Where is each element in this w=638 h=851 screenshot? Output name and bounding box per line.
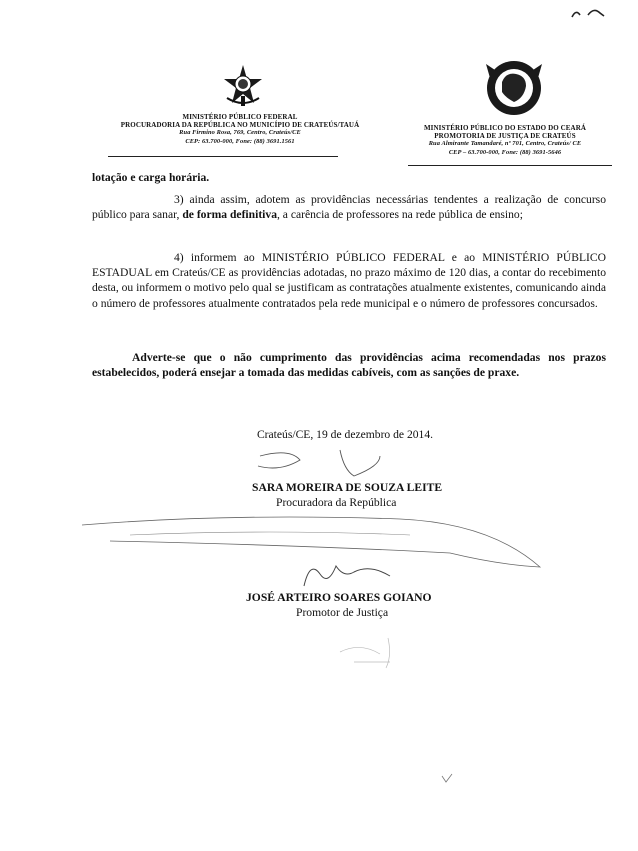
signature-2-name: JOSÉ ARTEIRO SOARES GOIANO bbox=[246, 591, 432, 604]
item-4-paragraph: 4) informem ao MINISTÉRIO PÚBLICO FEDERAL e ao MINISTÉRIO PÚBLICO ESTADUAL em Crateús/CE as providências adotadas, no prazo máximo de 120 dias, a contar do recebimento desta, ou informem o motivo pelo qual se justificam as contratações atualmente existentes, comunicando ainda o número de professores atualmente contratados pela rede municipal e o número de professores concursados. bbox=[92, 251, 606, 310]
header-right-line4: CEP – 63.700-000, Fone: (88) 3691-5646 bbox=[448, 148, 562, 156]
warning-paragraph: Adverte-se que o não cumprimento das providências acima recomendadas nos prazos estabelecidos, poderá ensejar a tomada das medidas cabíveis, com as sanções de praxe. bbox=[92, 351, 606, 380]
header-left bbox=[80, 113, 400, 146]
intro-line: lotação e carga horária. bbox=[92, 171, 210, 184]
header-left-line3: Rua Firmino Rosa, 769, Centro, Crateús/CE bbox=[179, 129, 301, 137]
small-check-mark bbox=[440, 772, 454, 784]
signature-2-role: Promotor de Justiça bbox=[296, 606, 389, 619]
header-right-line2: PROMOTORIA DE JUSTIÇA DE CRATEÚS bbox=[434, 132, 576, 141]
item-3-paragraph bbox=[92, 192, 606, 222]
corner-pen-mark bbox=[570, 5, 610, 21]
header-left-line2: PROCURADORIA DA REPÚBLICA NO MUNICÍPIO DE CRATEÚS/TAUÁ bbox=[120, 121, 360, 130]
date-line: Crateús/CE, 19 de dezembro de 2014. bbox=[256, 428, 434, 441]
header-right-line3: Rua Almirante Tamandaré, nº 701, Centro, Crateús/ CE bbox=[428, 140, 582, 148]
header-right-line1: MINISTÉRIO PÚBLICO DO ESTADO DO CEARÁ bbox=[423, 124, 587, 132]
item-3-text-b: , a carência de professores na rede pública de ensino; bbox=[277, 208, 523, 222]
item-3-bold: de forma definitiva bbox=[182, 208, 277, 222]
faint-stamp-mark bbox=[330, 632, 410, 672]
signature-1-role: Procuradora da República bbox=[276, 496, 397, 509]
brasil-coat-of-arms-icon bbox=[221, 64, 265, 108]
signature-scribble-2 bbox=[300, 556, 410, 590]
header-right bbox=[394, 124, 616, 157]
header-left-line1: MINISTÉRIO PÚBLICO FEDERAL bbox=[182, 113, 298, 121]
header-rule-left bbox=[108, 156, 338, 157]
item-3-text-a: 3) ainda assim, adotem as providências necessárias tendentes a realização de concurso público para sanar, bbox=[92, 193, 606, 222]
mpce-seal-icon bbox=[484, 58, 544, 116]
signature-1-name: SARA MOREIRA DE SOUZA LEITE bbox=[252, 481, 443, 494]
header-rule-right bbox=[408, 165, 612, 166]
header-left-line4: CEP: 63.700-000, Fone: (88) 3691.1561 bbox=[185, 137, 295, 145]
